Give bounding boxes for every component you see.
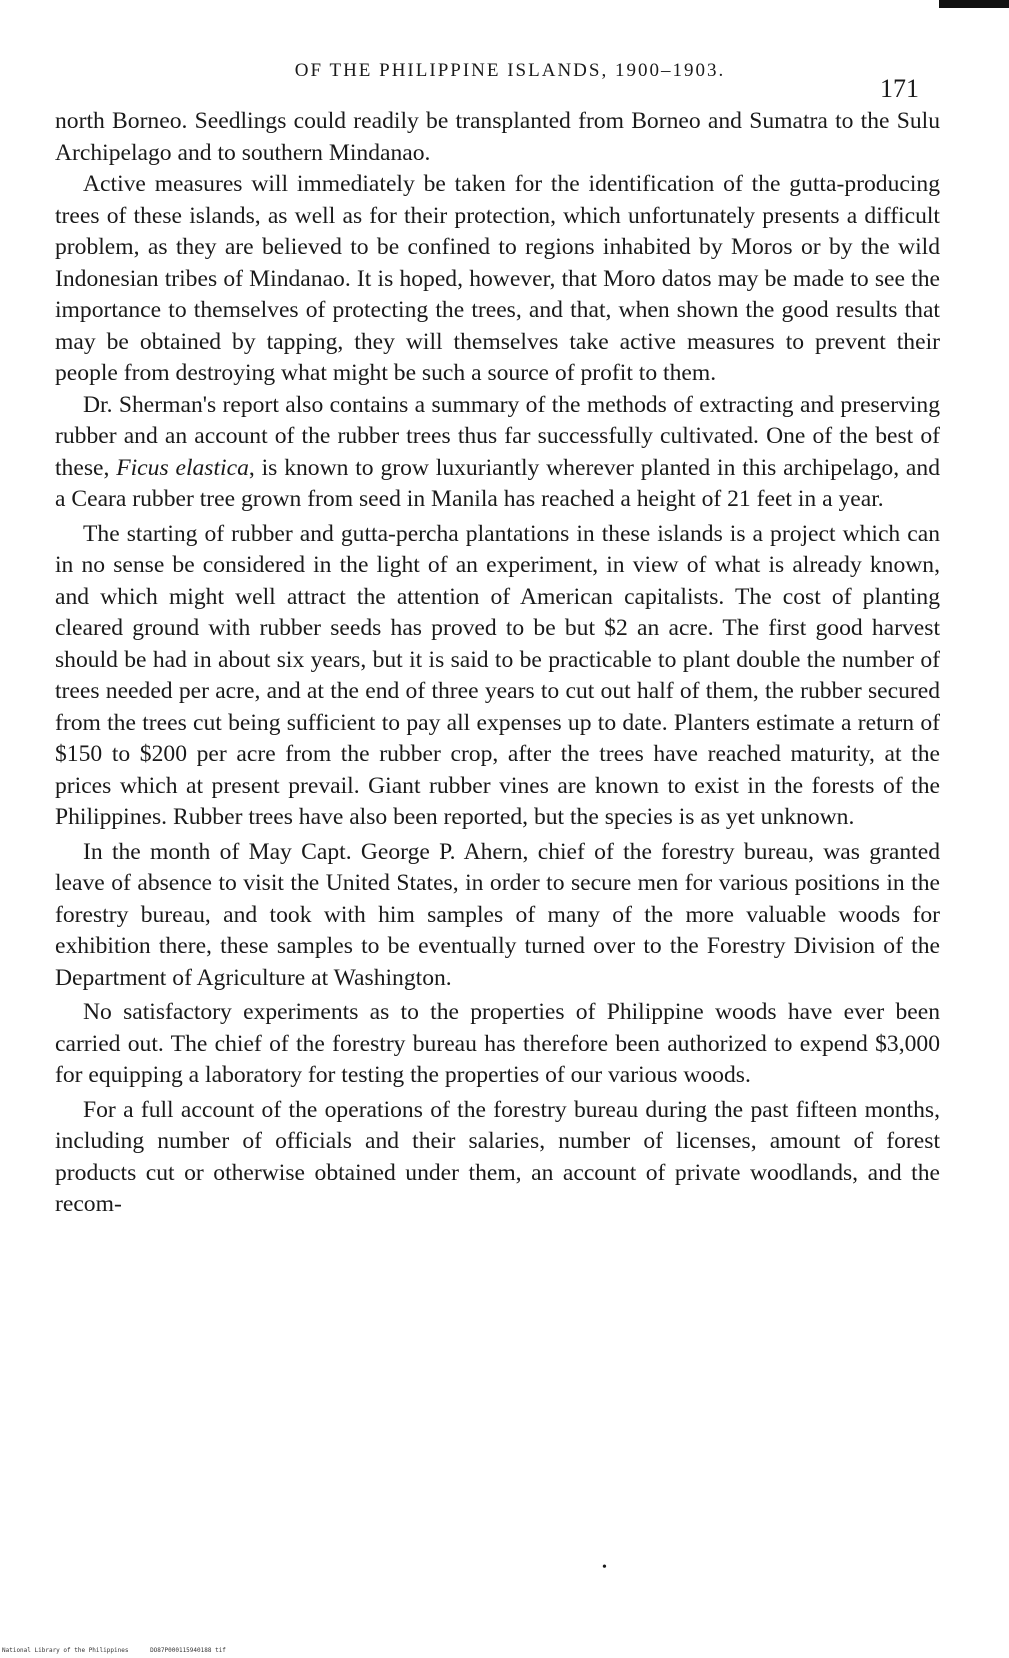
species-name: Ficus elastica bbox=[116, 454, 249, 481]
paragraph-forestry-account: For a full account of the operations of the forestry bureau during the past fifteen months, including number of officials and their salaries, number of licenses, amount of forest products cut or otherwise obtained under them, an account of private woodlands, and the recom- bbox=[55, 1096, 940, 1217]
scan-id: DO87P000115940188 tif bbox=[150, 1647, 226, 1654]
page-number: 171 bbox=[880, 74, 919, 103]
running-head: OF THE PHILIPPINE ISLANDS, 1900–1903. bbox=[294, 60, 726, 81]
stray-mark: • bbox=[602, 1560, 607, 1575]
library-credit: National Library of the Philippines bbox=[2, 1647, 129, 1654]
paragraph-sherman-report: Dr. Sherman's report also contains a summary of the methods of extracting and preserving rubber and an account of the rubber trees thus far successfully cultivated. One of the best of these, Ficus elastica, is known to grow luxuriantly wherever planted in this archipelago, and a Ceara rubber tree grown from seed in Manila has reached a height of 21 feet in a year. bbox=[55, 391, 941, 512]
body-text bbox=[55, 106, 940, 1221]
paragraph-plantations: The starting of rubber and gutta-percha plantations in these islands is a project which can in no sense be considered in the light of an experiment, in view of what is already known, and which might well attract the attention of American capitalists. The cost of planting cleared ground with rubber seeds has proved to be but $2 an acre. The first good harvest should be had in about six years, but it is said to be practicable to plant double the number of trees needed per acre, and at the end of three years to cut out half of them, the rubber secured from the trees cut being sufficient to pay all expenses up to date. Planters estimate a return of $150 to $200 per acre from the rubber crop, after the trees have reached maturity, at the prices which at present prevail. Giant rubber vines are known to exist in the forests of the Philippines. Rubber trees have also been reported, but the species is as yet unknown. bbox=[55, 520, 940, 830]
paragraph-continuation: north Borneo. Seedlings could readily be transplanted from Borneo and Sumatra to the Sulu Archipelago and to southern Mindanao. bbox=[55, 108, 940, 166]
scan-corner-mark bbox=[939, 0, 1009, 8]
paragraph-ahern-leave: In the month of May Capt. George P. Ahern, chief of the forestry bureau, was granted leave of absence to visit the United States, in order to secure men for various positions in the forestry bureau, and took with him samples of many of the more valuable woods for exhibition there, these samples to be eventually turned over to the Forestry Division of the Department of Agriculture at Washington. bbox=[55, 838, 940, 991]
scan-footer bbox=[2, 1647, 244, 1654]
paragraph-wood-experiments: No satisfactory experiments as to the properties of Philippine woods have ever been carried out. The chief of the forestry bureau has therefore been authorized to expend $3,000 for equipping a laboratory for testing the properties of our various woods. bbox=[55, 999, 940, 1088]
paragraph-gutta-protection: Active measures will immediately be taken for the identification of the gutta-producing trees of these islands, as well as for their protection, which unfortunately presents a difficult problem, as they are believed to be confined to regions inhabited by Moros or by the wild Indonesian tribes of Mindanao. It is hoped, however, that Moro datos may be made to see the importance to themselves of protecting the trees, and that, when shown the good results that may be obtained by tapping, they will themselves take active measures to prevent their people from destroying what might be such a source of profit to them. bbox=[55, 171, 940, 386]
